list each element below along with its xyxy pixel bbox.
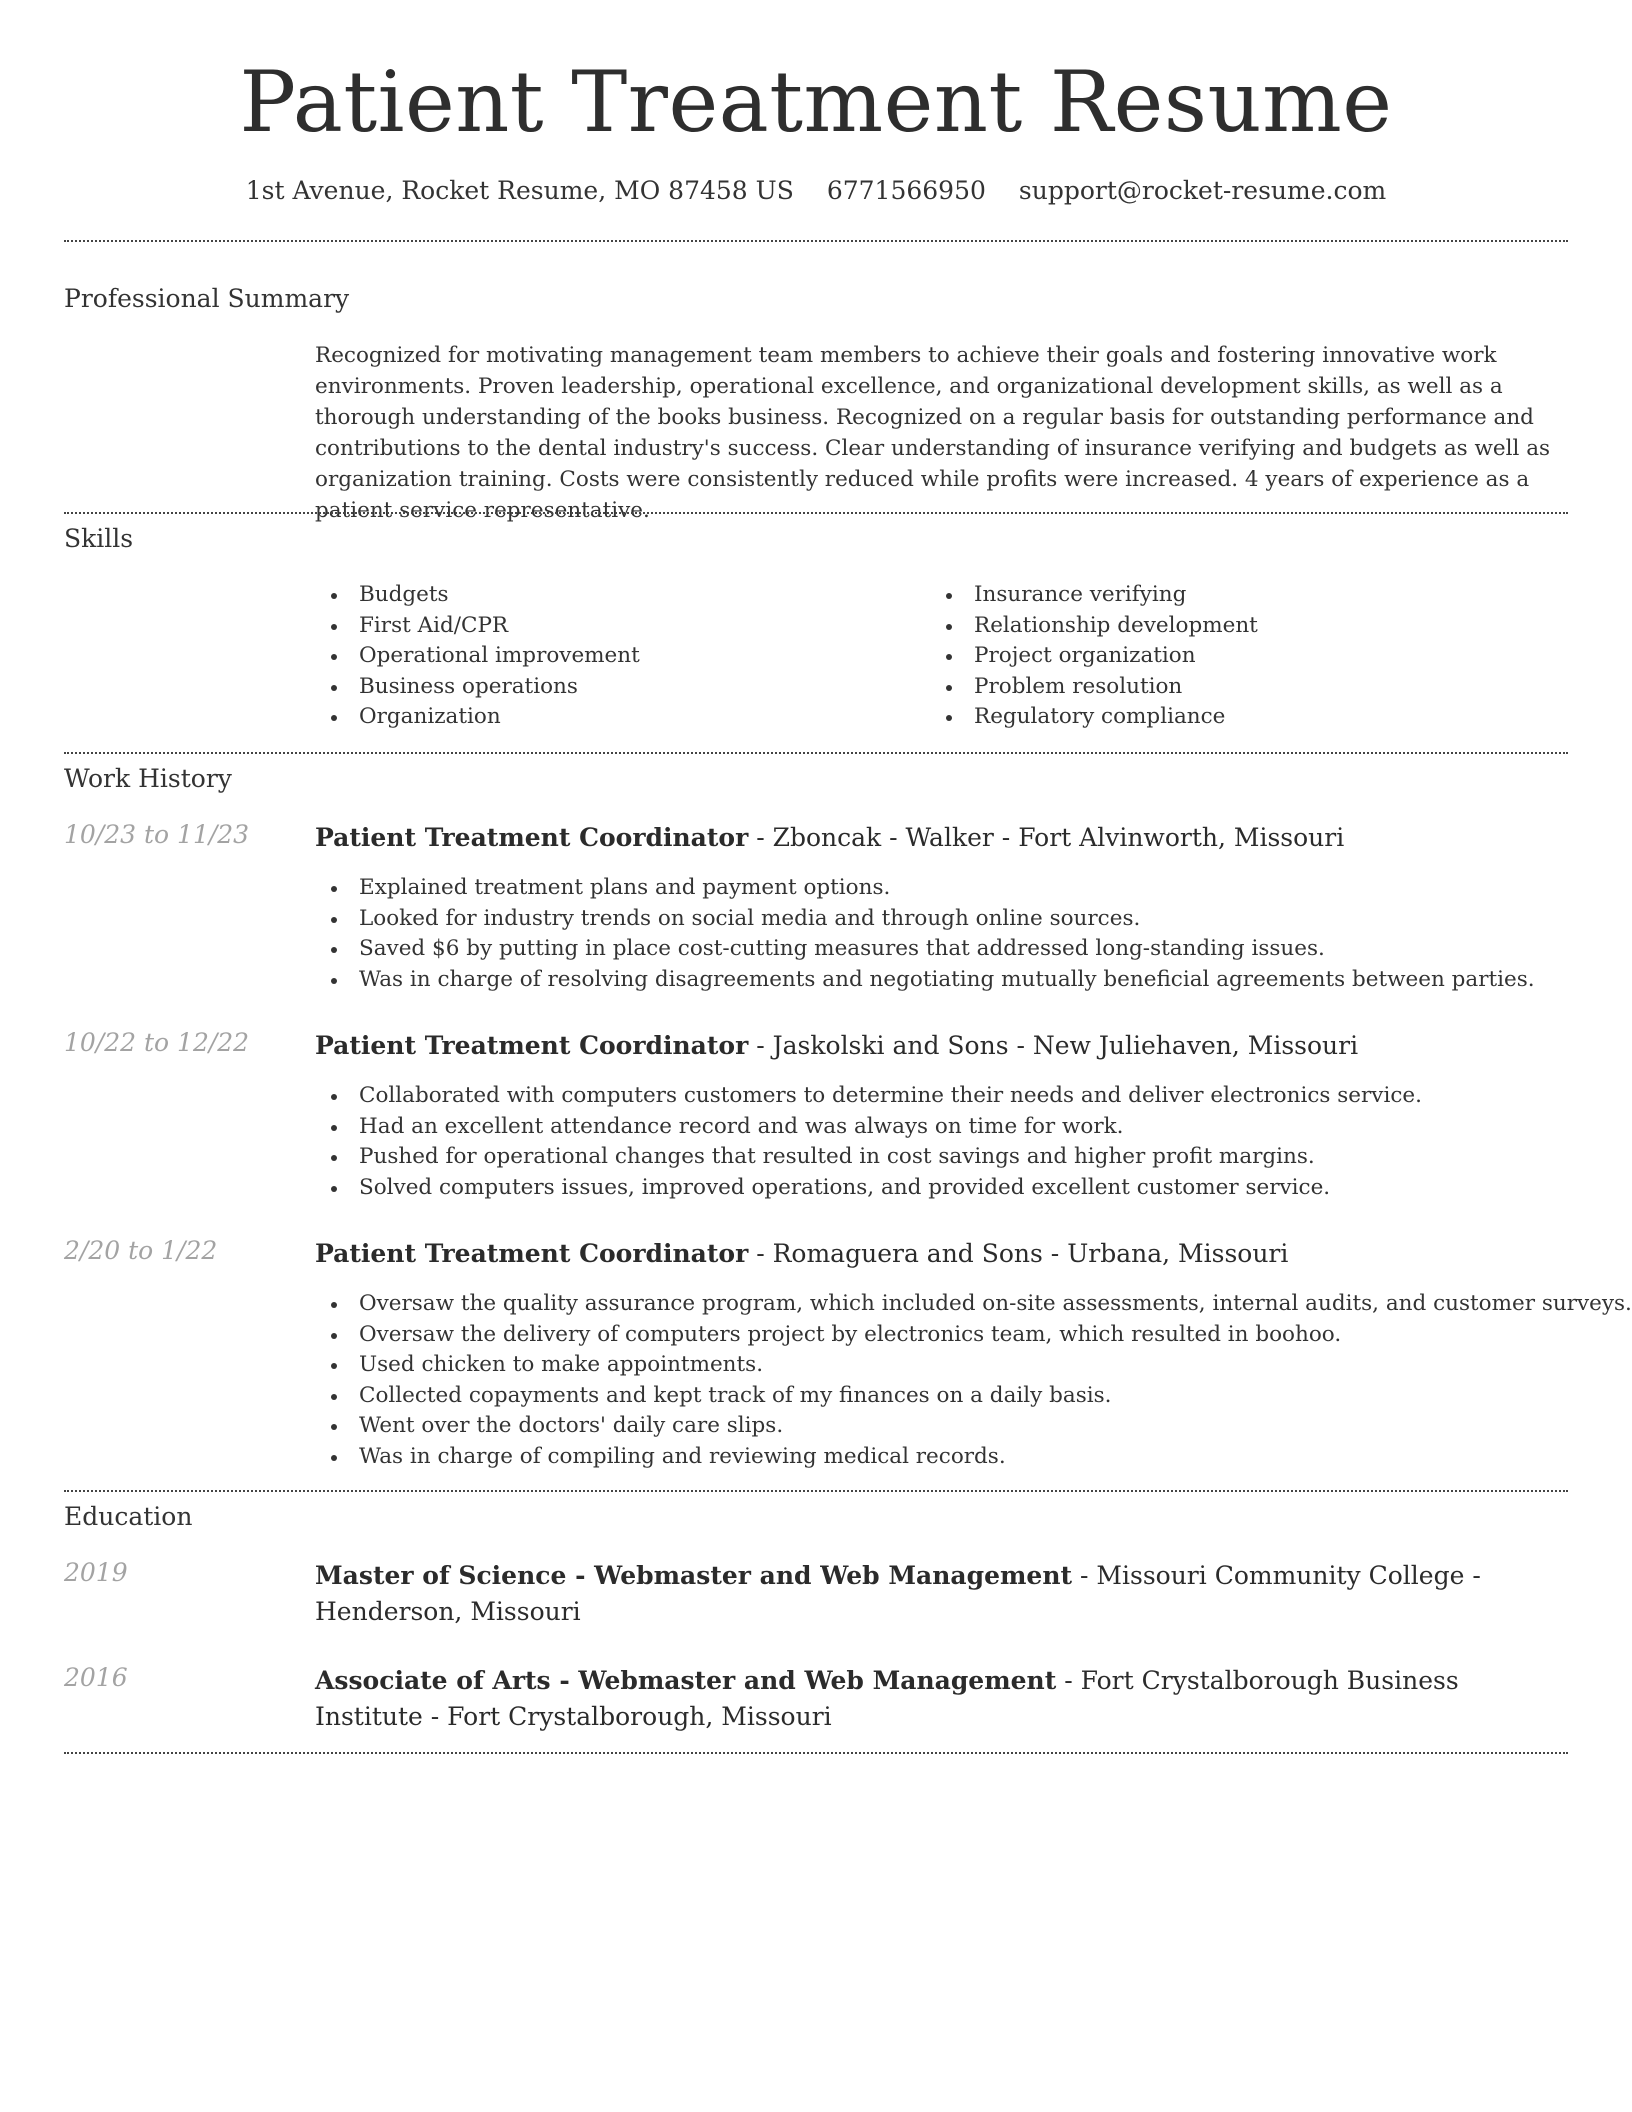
work-details: - Romaguera and Sons - Urbana, Missouri [748,1239,1289,1268]
work-title [315,1236,1565,1272]
work-bullet: Was in charge of resolving disagreements and negotiating mutually beneficial agreements between parties. [315,965,1535,996]
work-bullet: Saved $6 by putting in place cost-cutting measures that addressed long-standing issues. [315,934,1535,965]
section-heading-summary: Professional Summary [64,284,350,313]
work-role: Patient Treatment Coordinator [315,823,749,852]
section-divider [64,752,1568,754]
work-bullet: Looked for industry trends on social media and through online sources. [315,904,1535,935]
work-bullet: Had an excellent attendance record and was always on time for work. [315,1112,1422,1143]
contact-phone: 6771566950 [826,176,986,205]
education-entry [315,1558,1565,1630]
resume-title: Patient Treatment Resume [239,53,1393,151]
summary-text: Recognized for motivating management team members to achieve their goals and fostering innovative work environments. Proven leadership, operational excellence, and organizational development skills, as well as a thorough understanding of the books business. Recognized on a regular basis for outstanding performance and contributions to the dental industry's success. Clear understanding of insurance verifying and budgets as well as organization training. Costs were consistently reduced while profits were increased. 4 years of experience as a patient service representative. [315,343,1551,523]
work-bullet: Solved computers issues, improved operations, and provided excellent customer service. [315,1173,1422,1204]
work-bullets [315,1081,1422,1203]
skill-item: Regulatory compliance [930,702,1258,733]
contact-line [0,176,1632,205]
skill-item: Budgets [315,580,640,611]
education-degree: Associate of Arts - Webmaster and Web Management [315,1666,1057,1695]
work-title [315,1028,1565,1064]
work-details: - Zboncak - Walker - Fort Alvinworth, Missouri [748,823,1345,852]
resume-header [0,0,1632,205]
work-role: Patient Treatment Coordinator [315,1031,749,1060]
work-bullet: Used chicken to make appointments. [315,1350,1632,1381]
work-bullet: Oversaw the delivery of computers project by electronics team, which resulted in boohoo. [315,1320,1632,1351]
work-dates: 10/22 to 12/22 [64,1028,250,1057]
skill-item: Problem resolution [930,672,1258,703]
skill-item: Insurance verifying [930,580,1258,611]
work-role: Patient Treatment Coordinator [315,1239,749,1268]
section-divider [64,240,1568,242]
work-title [315,820,1565,856]
contact-address: 1st Avenue, Rocket Resume, MO 87458 US [245,176,794,205]
work-bullets [315,873,1535,995]
work-details: - Jaskolski and Sons - New Juliehaven, Missouri [748,1031,1359,1060]
skill-item: Business operations [315,672,640,703]
skill-item: Organization [315,702,640,733]
work-bullet: Oversaw the quality assurance program, which included on-site assessments, internal audits, and customer surveys. [315,1289,1632,1320]
education-details: - Missouri Community College - Henderson, Missouri [315,1561,1481,1626]
section-heading-work: Work History [64,764,232,793]
work-bullet: Collected copayments and kept track of my finances on a daily basis. [315,1381,1632,1412]
section-heading-skills: Skills [64,524,134,553]
education-entry [315,1663,1565,1735]
skill-item: Operational improvement [315,641,640,672]
skill-item: Project organization [930,641,1258,672]
education-year: 2016 [64,1663,128,1692]
section-heading-education: Education [64,1502,193,1531]
work-bullet: Was in charge of compiling and reviewing medical records. [315,1442,1632,1473]
education-details: - Fort Crystalborough Business Institute - Fort Crystalborough, Missouri [315,1666,1459,1731]
work-dates: 10/23 to 11/23 [64,820,250,849]
education-degree: Master of Science - Webmaster and Web Management [315,1561,1073,1590]
work-bullets [315,1289,1632,1472]
work-bullet: Explained treatment plans and payment options. [315,873,1535,904]
section-divider [64,1752,1568,1754]
skills-list-left [315,580,640,733]
work-bullet: Went over the doctors' daily care slips. [315,1411,1632,1442]
skill-item: Relationship development [930,611,1258,642]
education-year: 2019 [64,1558,128,1587]
work-dates: 2/20 to 1/22 [64,1236,218,1265]
contact-email: support@rocket-resume.com [1018,176,1387,205]
work-bullet: Collaborated with computers customers to determine their needs and deliver electronics service. [315,1081,1422,1112]
section-divider [64,1490,1568,1492]
section-divider [64,512,1568,514]
skill-item: First Aid/CPR [315,611,640,642]
skills-list-right [930,580,1258,733]
work-bullet: Pushed for operational changes that resulted in cost savings and higher profit margins. [315,1142,1422,1173]
